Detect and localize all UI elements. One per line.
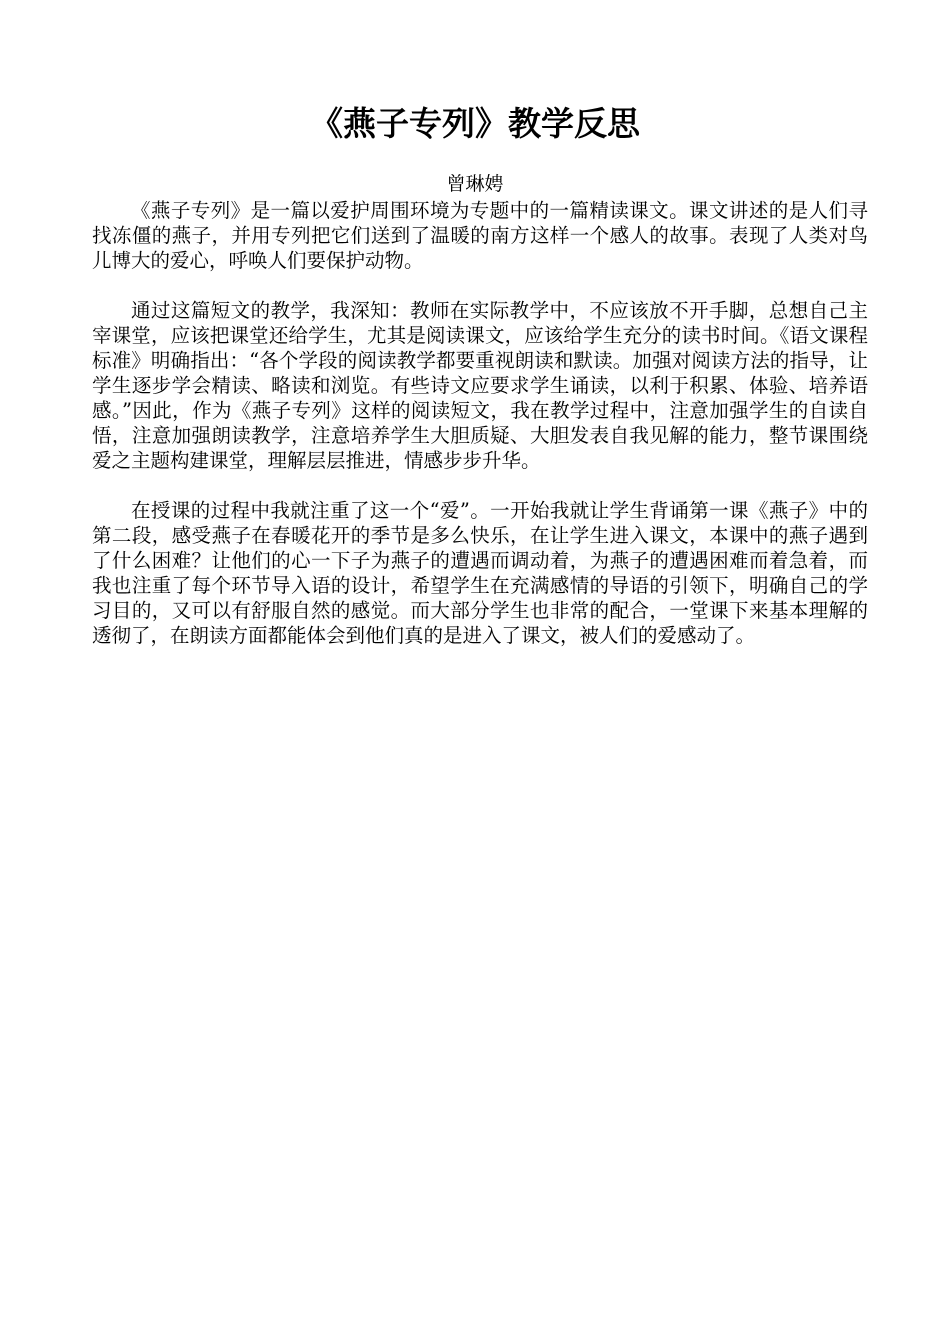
document-body	[92, 198, 868, 648]
document-title: 《燕子专列》教学反思	[310, 104, 640, 143]
document-author: 曾琳娉	[446, 173, 504, 195]
paragraph-2: 通过这篇短文的教学，我深知：教师在实际教学中，不应该放不开手脚，总想自己主宰课堂，应该把课堂还给学生，尤其是阅读课文，应该给学生充分的读书时间。《语文课程标准》明确指出：“各个学段的阅读教学都要重视朗读和默读。加强对阅读方法的指导，让学生逐步学会精读、略读和浏览。有些诗文应要求学生诵读，以利于积累、体验、培养语感。”因此，作为《燕子专列》这样的阅读短文，我在教学过程中，注意加强学生的自读自悟，注意加强朗读教学，注意培养学生大胆质疑、大胆发表自我见解的能力，整节课围绕爱之主题构建课堂，理解层层推进，情感步步升华。	[92, 299, 868, 472]
paragraph-1: 《燕子专列》是一篇以爱护周围环境为专题中的一篇精读课文。课文讲述的是人们寻找冻僵的燕子，并用专列把它们送到了温暖的南方这样一个感人的故事。表现了人类对鸟儿博大的爱心，呼唤人们要保护动物。	[92, 199, 868, 272]
paragraph-3: 在授课的过程中我就注重了这一个“爱”。一开始我就让学生背诵第一课《燕子》中的第二段，感受燕子在春暖花开的季节是多么快乐，在让学生进入课文，本课中的燕子遇到了什么困难？让他们的心一下子为燕子的遭遇而调动着，为燕子的遭遇困难而着急着，而我也注重了每个环节导入语的设计，希望学生在充满感情的导语的引领下，明确自己的学习目的，又可以有舒服自然的感觉。而大部分学生也非常的配合，一堂课下来基本理解的透彻了，在朗读方面都能体会到他们真的是进入了课文，被人们的爱感动了。	[92, 499, 868, 647]
